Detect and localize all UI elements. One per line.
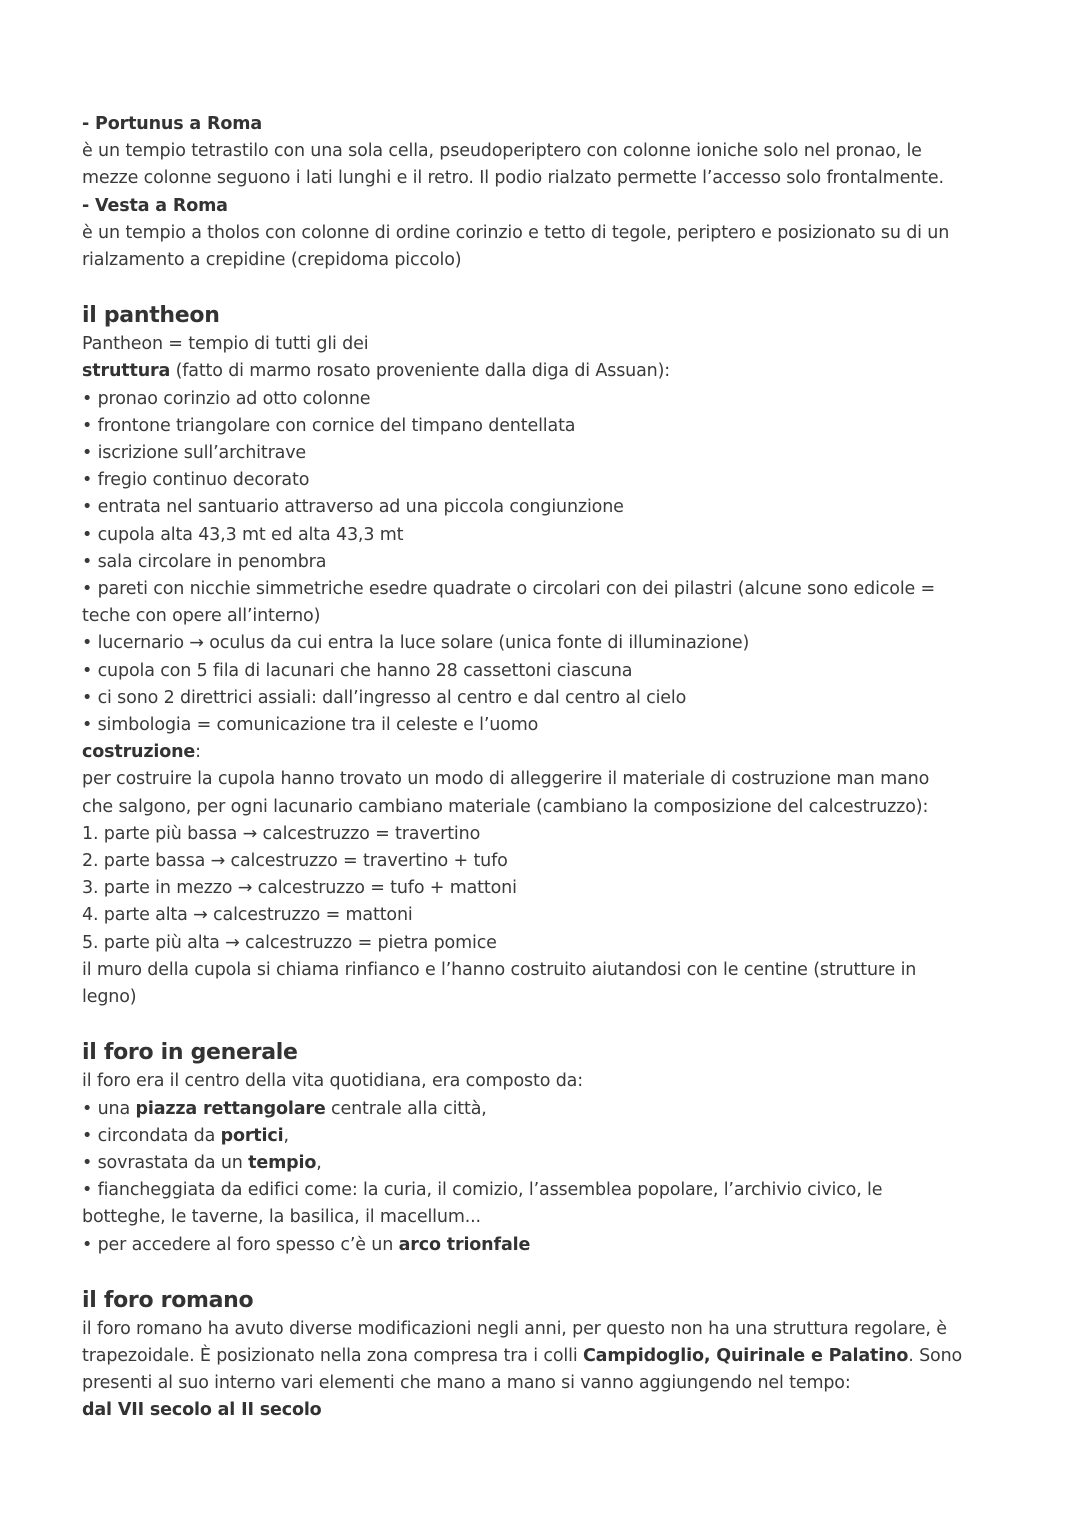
portunus-text-1: è un tempio tetrastilo con una sola cella, pseudoperiptero con colonne ioniche solo nel pronao, le [82, 141, 922, 162]
foro-romano-text: . Sono [908, 1345, 963, 1366]
foro-generale-bullet [82, 1123, 1002, 1150]
foro-generale-bullet [82, 1150, 1002, 1177]
wall-text-1: il muro della cupola si chiama rinfianco e l’hanno costruito aiutandosi con le centine (strutture in [82, 959, 917, 980]
pantheon-structure-line [82, 358, 1002, 385]
bullet-text: • per accedere al foro spesso c’è un [82, 1234, 399, 1255]
vesta-text-2: rialzamento a crepidine (crepidoma piccolo) [82, 250, 462, 271]
foro-romano-text-3: presenti al suo interno vari elementi che mano a mano si vanno aggiungendo nel tempo: [82, 1373, 851, 1394]
foro-romano-heading: il foro romano [82, 1287, 254, 1313]
bullet-text: • una [82, 1098, 136, 1119]
construction-step: 2. parte bassa → calcestruzzo = travertino + tufo [82, 851, 508, 872]
foro-generale-bullet [82, 1232, 1002, 1259]
pantheon-bullet: • entrata nel santuario attraverso ad una piccola congiunzione [82, 497, 624, 518]
foro-romano-text-1: il foro romano ha avuto diverse modificazioni negli anni, per questo non ha una struttura regolare, è [82, 1318, 947, 1339]
foro-generale-bullet-cont: botteghe, le taverne, la basilica, il macellum... [82, 1207, 481, 1228]
construction-label: costruzione [82, 742, 196, 763]
wall-text-2: legno) [82, 987, 137, 1008]
vesta-title: - Vesta a Roma [82, 195, 228, 216]
pantheon-bullet: • frontone triangolare con cornice del timpano dentellata [82, 415, 576, 436]
construction-text-1: per costruire la cupola hanno trovato un modo di alleggerire il materiale di costruzione man mano [82, 769, 930, 790]
construction-step: 1. parte più bassa → calcestruzzo = travertino [82, 823, 481, 844]
construction-step: 3. parte in mezzo → calcestruzzo = tufo + mattoni [82, 878, 517, 899]
pantheon-bullet: teche con opere all’interno) [82, 606, 321, 627]
bullet-bold: piazza rettangolare [135, 1098, 326, 1119]
foro-romano-text: trapezoidale. È posizionato nella zona compresa tra i colli [82, 1345, 583, 1366]
foro-generale-heading: il foro in generale [82, 1040, 298, 1066]
pantheon-bullet: • iscrizione sull’architrave [82, 443, 307, 464]
pantheon-bullet: • cupola alta 43,3 mt ed alta 43,3 mt [82, 524, 404, 545]
foro-romano-text-2 [82, 1343, 1002, 1370]
vesta-text-1: è un tempio a tholos con colonne di ordine corinzio e tetto di tegole, periptero e posizionato su di un [82, 222, 950, 243]
construction-step: 4. parte alta → calcestruzzo = mattoni [82, 905, 413, 926]
structure-label: struttura [82, 361, 171, 382]
bullet-text: • circondata da [82, 1125, 221, 1146]
pantheon-definition: Pantheon = tempio di tutti gli dei [82, 334, 369, 355]
foro-romano-period: dal VII secolo al II secolo [82, 1400, 322, 1421]
construction-colon: : [195, 742, 201, 763]
bullet-bold: portici [220, 1125, 284, 1146]
construction-step: 5. parte più alta → calcestruzzo = pietra pomice [82, 932, 497, 953]
pantheon-bullet: • pronao corinzio ad otto colonne [82, 388, 371, 409]
portunus-title: - Portunus a Roma [82, 114, 262, 134]
bullet-text: , [316, 1152, 322, 1173]
pantheon-bullet: • fregio continuo decorato [82, 470, 310, 491]
bullet-text: • sovrastata da un [82, 1152, 249, 1173]
construction-text-2: che salgono, per ogni lacunario cambiano materiale (cambiano la composizione del calcestruzzo): [82, 796, 929, 817]
bullet-bold: tempio [248, 1152, 317, 1173]
pantheon-bullet: • sala circolare in penombra [82, 551, 327, 572]
foro-romano-hills: Campidoglio, Quirinale e Palatino [582, 1345, 909, 1366]
pantheon-bullet: • ci sono 2 direttrici assiali: dall’ingresso al centro e dal centro al cielo [82, 687, 687, 708]
foro-generale-bullet [82, 1096, 1002, 1123]
pantheon-heading: il pantheon [82, 303, 220, 329]
pantheon-bullet: • cupola con 5 fila di lacunari che hanno 28 cassettoni ciascuna [82, 660, 633, 681]
pantheon-bullet: • lucernario → oculus da cui entra la luce solare (unica fonte di illuminazione) [82, 633, 750, 654]
foro-generale-intro: il foro era il centro della vita quotidiana, era composto da: [82, 1071, 583, 1092]
structure-text: (fatto di marmo rosato proveniente dalla diga di Assuan): [170, 361, 671, 382]
document-page [82, 111, 1002, 1425]
bullet-text: , [283, 1125, 289, 1146]
foro-generale-bullet: • fiancheggiata da edifici come: la curia, il comizio, l’assemblea popolare, l’archivio civico, le [82, 1180, 883, 1201]
bullet-text: centrale alla città, [325, 1098, 487, 1119]
pantheon-bullet: • pareti con nicchie simmetriche esedre quadrate o circolari con dei pilastri (alcune sono edicole = [82, 579, 936, 600]
portunus-text-2: mezze colonne seguono i lati lunghi e il retro. Il podio rialzato permette l’accesso solo frontalmente. [82, 168, 944, 189]
bullet-bold: arco trionfale [398, 1234, 531, 1255]
construction-label-line [82, 739, 1002, 766]
pantheon-bullet: • simbologia = comunicazione tra il celeste e l’uomo [82, 715, 539, 736]
